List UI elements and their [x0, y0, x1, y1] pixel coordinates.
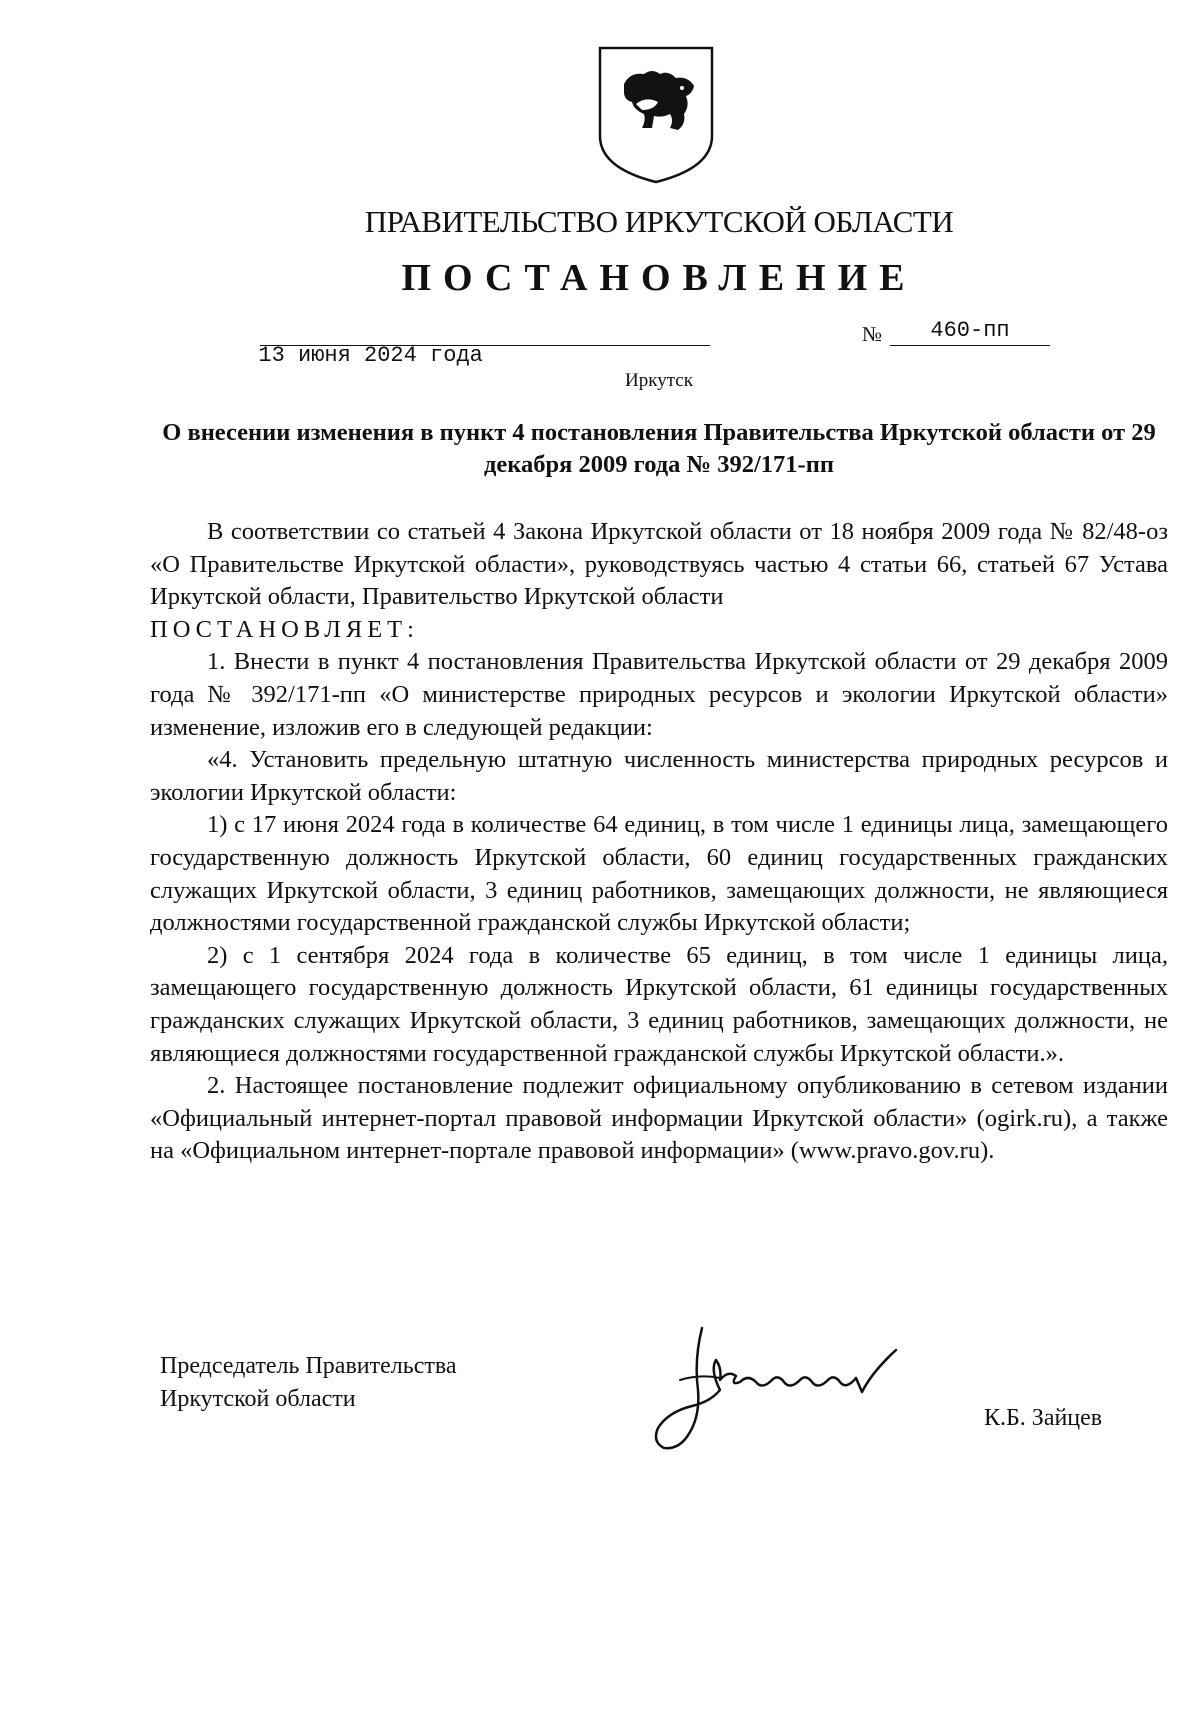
signer-title-line-2: Иркутской области — [160, 1386, 356, 1412]
number-label: № — [862, 322, 883, 346]
item-1-paragraph: 1. Внести в пункт 4 постановления Правительства Иркутской области от 29 декабря 2009 года № 392/171-пп «О министерстве природных ресурсов и экологии Иркутской области» изменение, изложив его в следующей редакции: — [150, 648, 1168, 741]
date-underline — [260, 345, 710, 346]
item-2-paragraph: 2. Настоящее постановление подлежит официальному опубликованию в сетевом издании «Официальный интернет-портал правовой информации Иркутской области» (ogirk.ru), а также на «Официальном интернет-портале правовой информации» (www.pravo.gov.ru). — [150, 1072, 1168, 1165]
document-body — [150, 516, 1168, 1168]
quote-intro-paragraph: «4. Установить предельную штатную численность министерства природных ресурсов и экологии Иркутской области: — [150, 746, 1168, 806]
city: Иркутск — [625, 370, 693, 391]
preamble-paragraph: В соответствии со статьей 4 Закона Иркутской области от 18 ноября 2009 года № 82/48-оз «О Правительстве Иркутской области», руководствуясь частью 4 статьи 66, статьей 67 Устава Иркутской области, Правительство Иркутской области — [150, 518, 1168, 611]
coat-of-arms-emblem — [596, 44, 716, 186]
signer-name: К.Б. Зайцев — [984, 1405, 1103, 1431]
subitem-1-paragraph: 1) с 17 июня 2024 года в количестве 64 единиц, в том числе 1 единицы лица, замещающего государственную должность Иркутской области, 60 единиц государственных гражданских служащих Иркутской области, 3 единиц работников, замещающих должности, не являющиеся должностями государственной гражданской службы Иркутской области; — [150, 811, 1168, 937]
decree-word: ПОСТАНОВЛЯЕТ: — [150, 615, 419, 643]
document-subject: О внесении изменения в пункт 4 постановления Правительства Иркутской области от 29 декабря 2009 года № 392/171-пп — [162, 419, 1156, 478]
handwritten-signature — [650, 1320, 930, 1465]
document-type: ПОСТАНОВЛЕНИЕ — [401, 257, 917, 299]
subitem-2-paragraph: 2) с 1 сентября 2024 года в количестве 65 единиц, в том числе 1 единицы лица, замещающего государственную должность Иркутской области, 61 единицы государственных гражданских служащих Иркутской области, 3 единиц работников, замещающих должности, не являющиеся должностями государственной гражданской службы Иркутской области.». — [150, 941, 1168, 1067]
document-number: 460-пп — [890, 318, 1050, 346]
government-title: ПРАВИТЕЛЬСТВО ИРКУТСКОЙ ОБЛАСТИ — [364, 204, 954, 239]
signer-title-line-1: Председатель Правительства — [160, 1353, 457, 1379]
signer-title — [160, 1350, 457, 1416]
document-date: 13 июня 2024 года — [258, 343, 483, 368]
